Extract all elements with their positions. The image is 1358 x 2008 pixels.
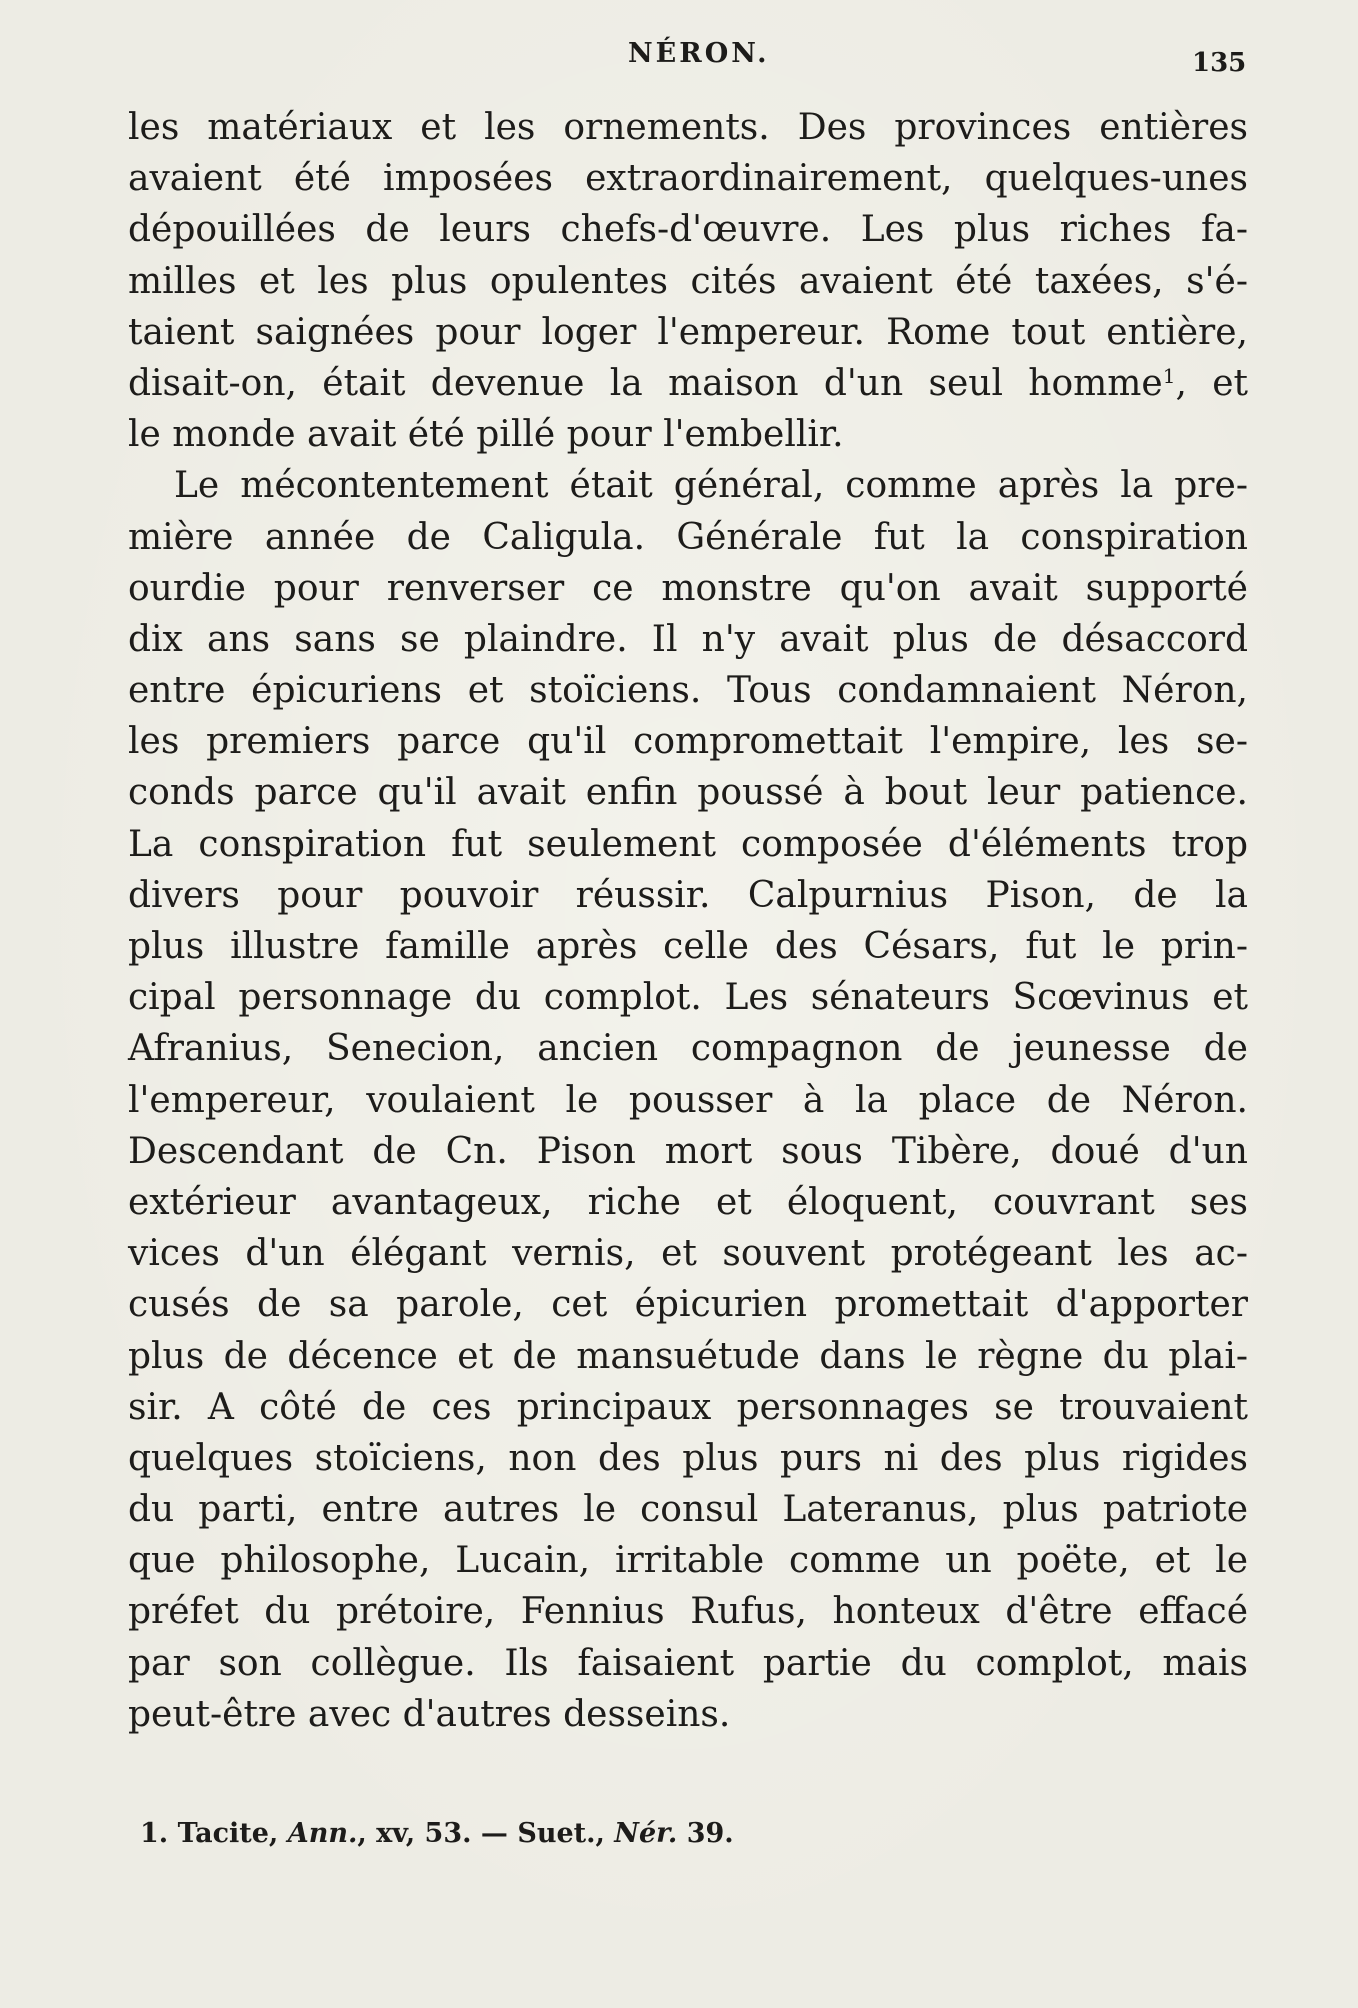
page-number: 135 <box>1192 48 1247 78</box>
text-line-tail: , et <box>1175 362 1248 404</box>
text-line: La conspiration fut seulement composée d'éléments trop <box>128 823 1248 865</box>
text-line: du parti, entre autres le consul Lateranus, plus patriote <box>128 1489 1248 1531</box>
footnote-text: , xv, 53. — Suet., <box>357 1818 615 1849</box>
text-line: peut-être avec d'autres desseins. <box>128 1693 731 1735</box>
text-line: plus de décence et de mansuétude dans le règne du plai- <box>128 1335 1248 1377</box>
footnote-number: 1. <box>140 1818 169 1849</box>
text-line: avaient été imposées extraordinairement, quelques-unes <box>128 158 1248 200</box>
text-line: ourdie pour renverser ce monstre qu'on avait supporté <box>128 567 1248 609</box>
text-line: divers pour pouvoir réussir. Calpurnius Pison, de la <box>128 874 1248 916</box>
text-line: que philosophe, Lucain, irritable comme un poëte, et le <box>128 1540 1248 1582</box>
footnote-reference: Nér. <box>614 1818 678 1849</box>
footnote-text: 39. <box>677 1818 734 1849</box>
text-line: l'empereur, voulaient le pousser à la place de Néron. <box>128 1079 1248 1121</box>
text-line: mière année de Caligula. Générale fut la conspiration <box>128 516 1248 558</box>
running-head <box>0 38 1358 78</box>
text-line: les matériaux et les ornements. Des provinces entières <box>128 107 1248 148</box>
text-line: extérieur avantageux, riche et éloquent, couvrant ses <box>128 1181 1248 1223</box>
text-line: conds parce qu'il avait enfin poussé à bout leur patience. <box>128 772 1248 814</box>
text-line: Le mécontentement était général, comme après la pre- <box>174 465 1248 507</box>
footnote-reference: Ann. <box>287 1818 358 1849</box>
text-line: milles et les plus opulentes cités avaient été taxées, s'é- <box>128 260 1248 302</box>
text-line: cipal personnage du complot. Les sénateurs Scœvinus et <box>128 977 1248 1019</box>
text-line: quelques stoïciens, non des plus purs ni des plus rigides <box>128 1437 1248 1479</box>
text-line: le monde avait été pillé pour l'embellir. <box>128 414 844 456</box>
text-line: Afranius, Senecion, ancien compagnon de jeunesse de <box>128 1028 1248 1070</box>
text-line: par son collègue. Ils faisaient partie du complot, mais <box>128 1642 1248 1684</box>
text-line: plus illustre famille après celle des Césars, fut le prin- <box>128 926 1248 967</box>
text-line: cusés de sa parole, cet épicurien promettait d'apporter <box>128 1284 1248 1326</box>
body-text <box>128 102 1248 1740</box>
text-line: vices d'un élégant vernis, et souvent protégeant les ac- <box>128 1233 1248 1275</box>
text-line: dix ans sans se plaindre. Il n'y avait plus de désaccord <box>128 618 1248 660</box>
text-line: dépouillées de leurs chefs-d'œuvre. Les plus riches fa- <box>128 209 1248 251</box>
footnote-marker: 1 <box>1162 363 1176 388</box>
footnote-text: Tacite, <box>168 1818 288 1849</box>
text-line <box>128 358 1248 409</box>
text-line: sir. A côté de ces principaux personnages se trouvaient <box>128 1386 1248 1428</box>
text-line: Descendant de Cn. Pison mort sous Tibère, doué d'un <box>128 1130 1248 1172</box>
footnote <box>140 1818 734 1849</box>
text-line: préfet du prétoire, Fennius Rufus, honteux d'être effacé <box>128 1591 1248 1633</box>
text-line-content: disait-on, était devenue la maison d'un seul homme <box>128 362 1163 404</box>
text-line: taient saignées pour loger l'empereur. Rome tout entière, <box>128 311 1248 353</box>
text-line: entre épicuriens et stoïciens. Tous condamnaient Néron, <box>128 670 1248 712</box>
text-line: les premiers parce qu'il compromettait l'empire, les se- <box>128 721 1248 763</box>
running-title: NÉRON. <box>628 38 770 69</box>
